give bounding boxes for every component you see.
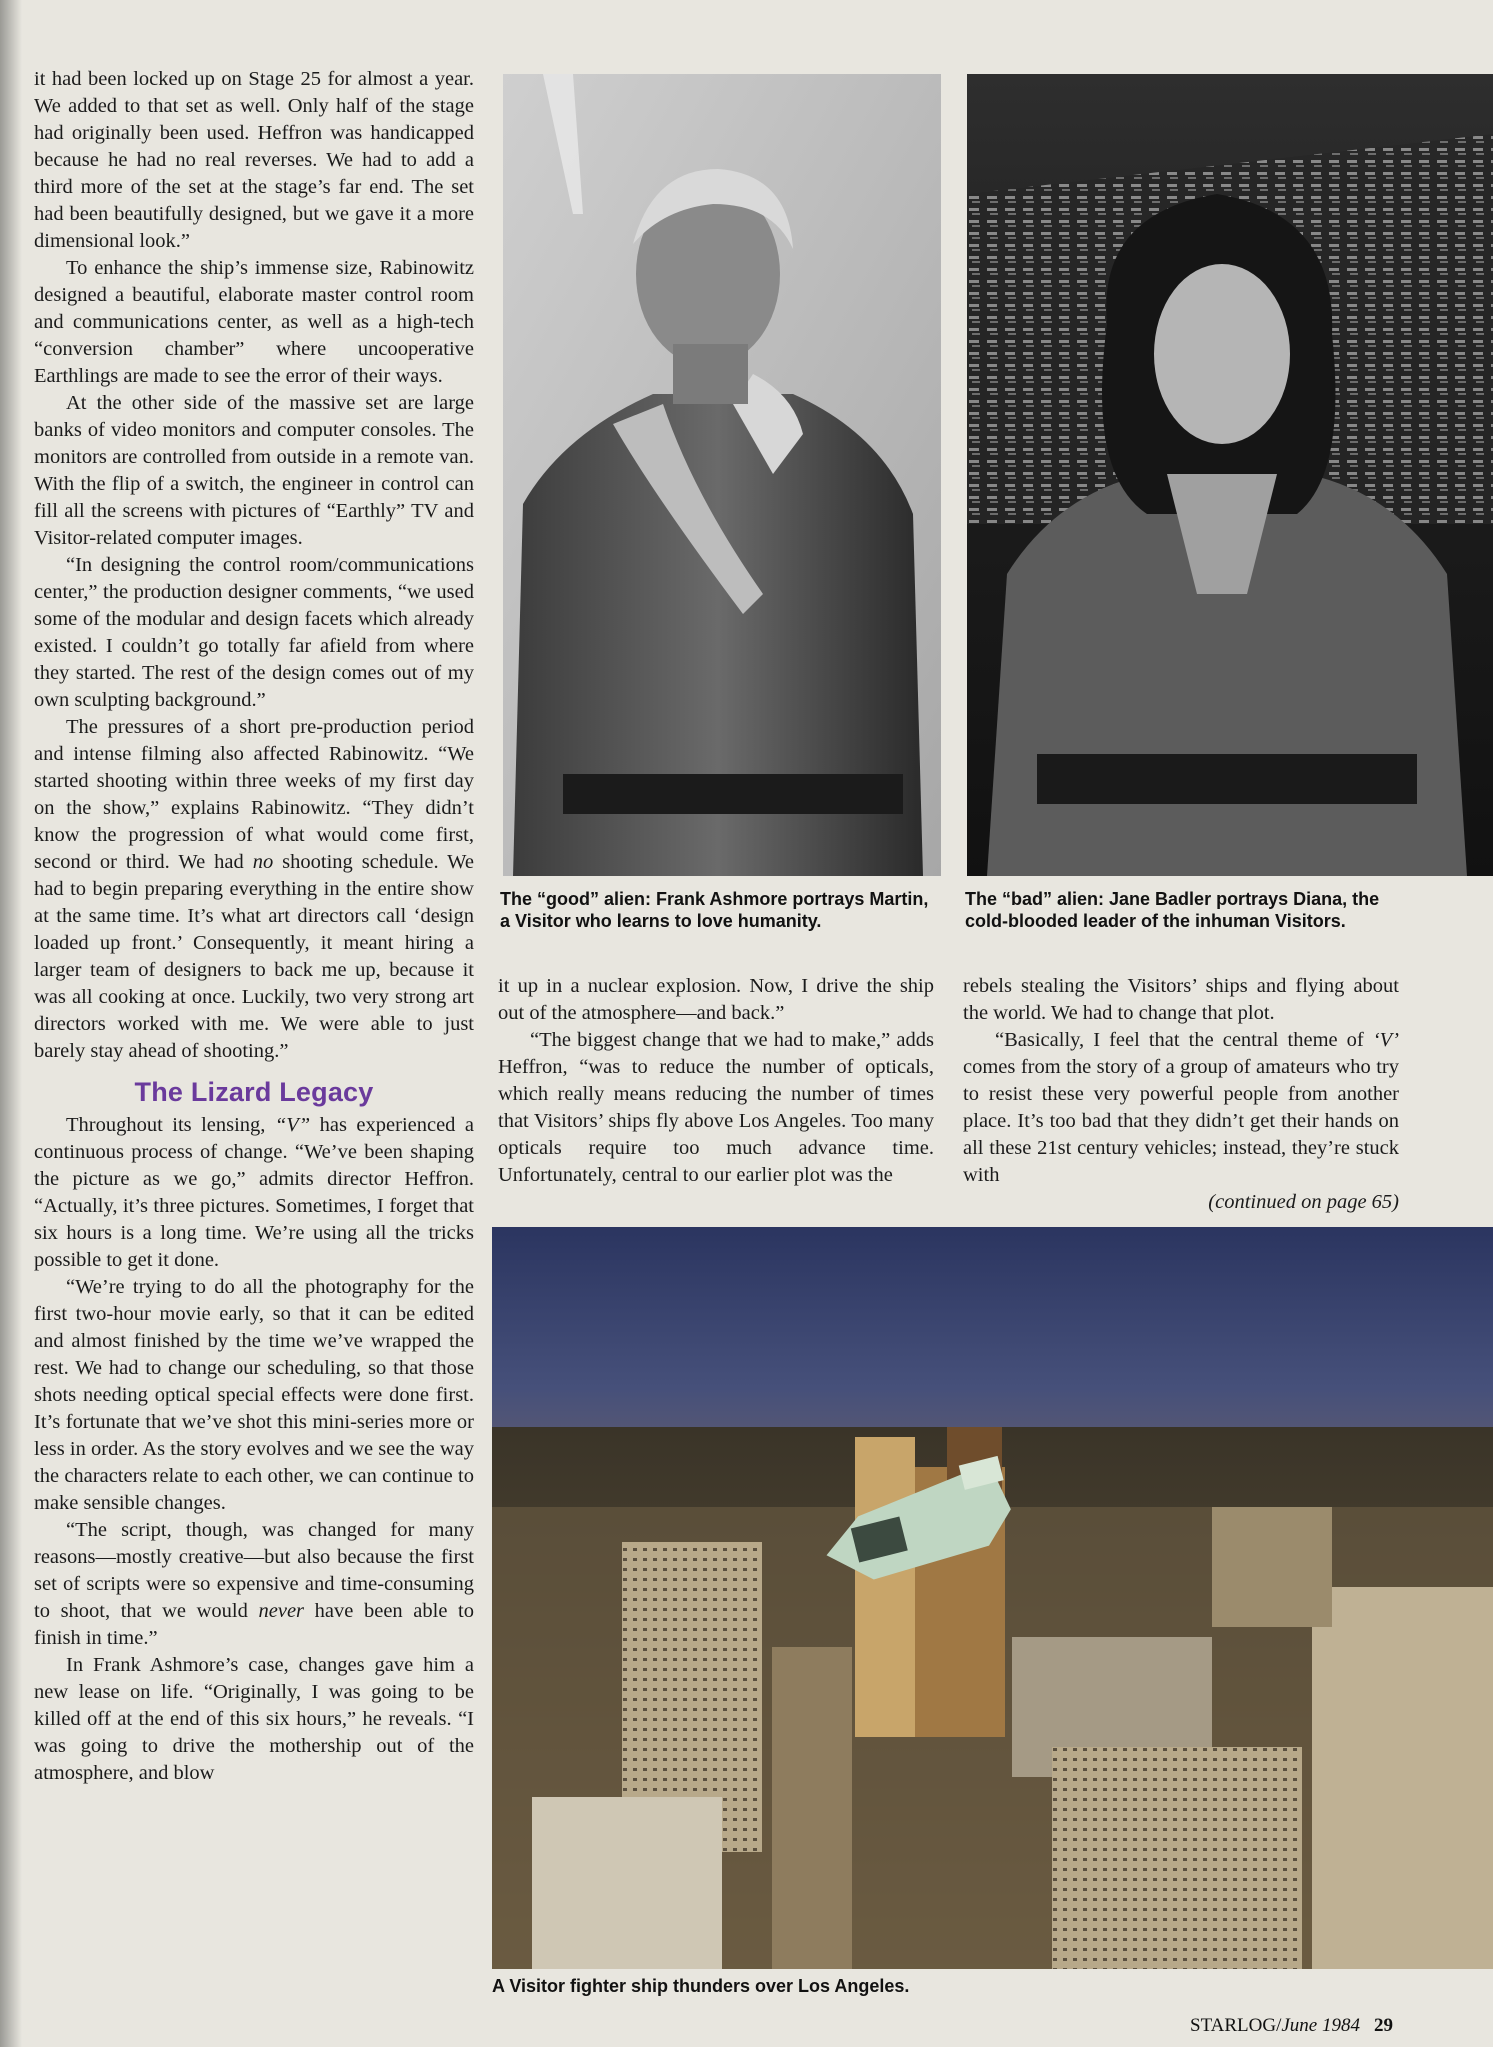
publication-name: STARLOG/ (1190, 2015, 1282, 2036)
paragraph: To enhance the ship’s immense size, Rabinowitz designed a beautiful, elaborate master control room and communications center, as well as a high-tech “conversion chamber” where uncooperative Earthlings are made to see the error of their ways. (34, 257, 474, 387)
paragraph: At the other side of the massive set are large banks of video monitors and computer consoles. The monitors are controlled from outside in a remote van. With the flip of a switch, the engineer in control can fill all the screens with pictures of “Earthly” TV and Visitor-related computer images. (34, 392, 474, 549)
continued-note: (continued on page 65) (1208, 1191, 1399, 1213)
paragraph: “In designing the control room/communications center,” the production designer comments, “we used some of the modular and design facets which already existed. I couldn’t go totally far afield from where they started. The rest of the design comes out of my own sculpting background.” (34, 554, 474, 711)
paragraph: rebels stealing the Visitors’ ships and flying about the world. We had to change that plot. (963, 975, 1399, 1024)
paragraph: “Basically, I feel that the central theme of ‘V’ comes from the story of a group of amateurs who try to resist these very powerful people from another place. It’s too bad that they didn’t get their hands on all these 21st century vehicles; instead, they’re stuck with (963, 1029, 1399, 1186)
paragraph: In Frank Ashmore’s case, changes gave him a new lease on life. “Originally, I was going to be killed off at the end of this six hours,” he reveals. “I was going to drive the mothership out of the atmosphere, and blow (34, 1654, 474, 1784)
caption-good-alien: The “good” alien: Frank Ashmore portrays Martin, a Visitor who learns to love humanity. (500, 889, 929, 931)
section-subhead: The Lizard Legacy (134, 1077, 374, 1107)
caption-fighter-ship: A Visitor fighter ship thunders over Los Angeles. (492, 1976, 910, 1996)
paragraph: it up in a nuclear explosion. Now, I drive the ship out of the atmosphere—and back.” (498, 975, 934, 1024)
left-text-column (34, 66, 474, 1996)
photo-fighter-ship-los-angeles (492, 1227, 1493, 1969)
paragraph: Throughout its lensing, “V” has experienced a continuous process of change. “We’ve been shaping the picture as we go,” admits director Heffron. “Actually, it’s three pictures. Sometimes, I forget that six hours is a long time. We’re using all the tricks possible to get it done. (34, 1114, 474, 1271)
issue-date: June 1984 (1281, 2015, 1360, 2036)
right-text-column (963, 973, 1399, 1219)
middle-text-column (498, 973, 934, 1219)
paragraph: “We’re trying to do all the photography for the first two-hour movie early, so that it can be edited and almost finished by the time we’ve wrapped the rest. We had to change our scheduling, so that those shots needing optical special effects were done first. It’s fortunate that we’ve shot this mini-series more or less in order. As the story evolves and we see the way the characters relate to each other, we can continue to make sensible changes. (34, 1276, 474, 1514)
binding-shadow (0, 0, 22, 2047)
photo-jane-badler (967, 74, 1493, 876)
page-footer (1190, 2015, 1393, 2037)
page-number: 29 (1374, 2015, 1393, 2036)
caption-bad-alien: The “bad” alien: Jane Badler portrays Diana, the cold-blooded leader of the inhuman Visitors. (965, 889, 1380, 931)
paragraph: “The biggest change that we had to make,” adds Heffron, “was to reduce the number of opticals, which really means reducing the number of times that Visitors’ ships fly above Los Angeles. Too many opticals require too much advance time. Unfortunately, central to our earlier plot was the (498, 1029, 934, 1186)
paragraph: it had been locked up on Stage 25 for almost a year. We added to that set as well. Only half of the stage had originally been used. Heffron was handicapped because he had no real reverses. We had to add a third more of the set at the stage’s far end. The set had been beautifully designed, but we gave it a more dimensional look.” (34, 68, 474, 252)
paragraph: “The script, though, was changed for many reasons—mostly creative—but also because the first set of scripts were so expensive and time-consuming to shoot, that we would never have been able to finish in time.” (34, 1519, 475, 1649)
photo-frank-ashmore (503, 74, 941, 876)
paragraph: The pressures of a short pre-production period and intense filming also affected Rabinowitz. “We started shooting within three weeks of my first day on the show,” explains Rabinowitz. “They didn’t know the progression of what would come first, second or third. We had no shooting schedule. We had to begin preparing everything in the entire show at the same time. It’s what art directors call ‘design loaded up front.’ Consequently, it meant hiring a larger team of designers to back me up, because it was all cooking at once. Luckily, two very strong art directors worked with me. We were able to just barely stay ahead of shooting.” (34, 716, 474, 1062)
